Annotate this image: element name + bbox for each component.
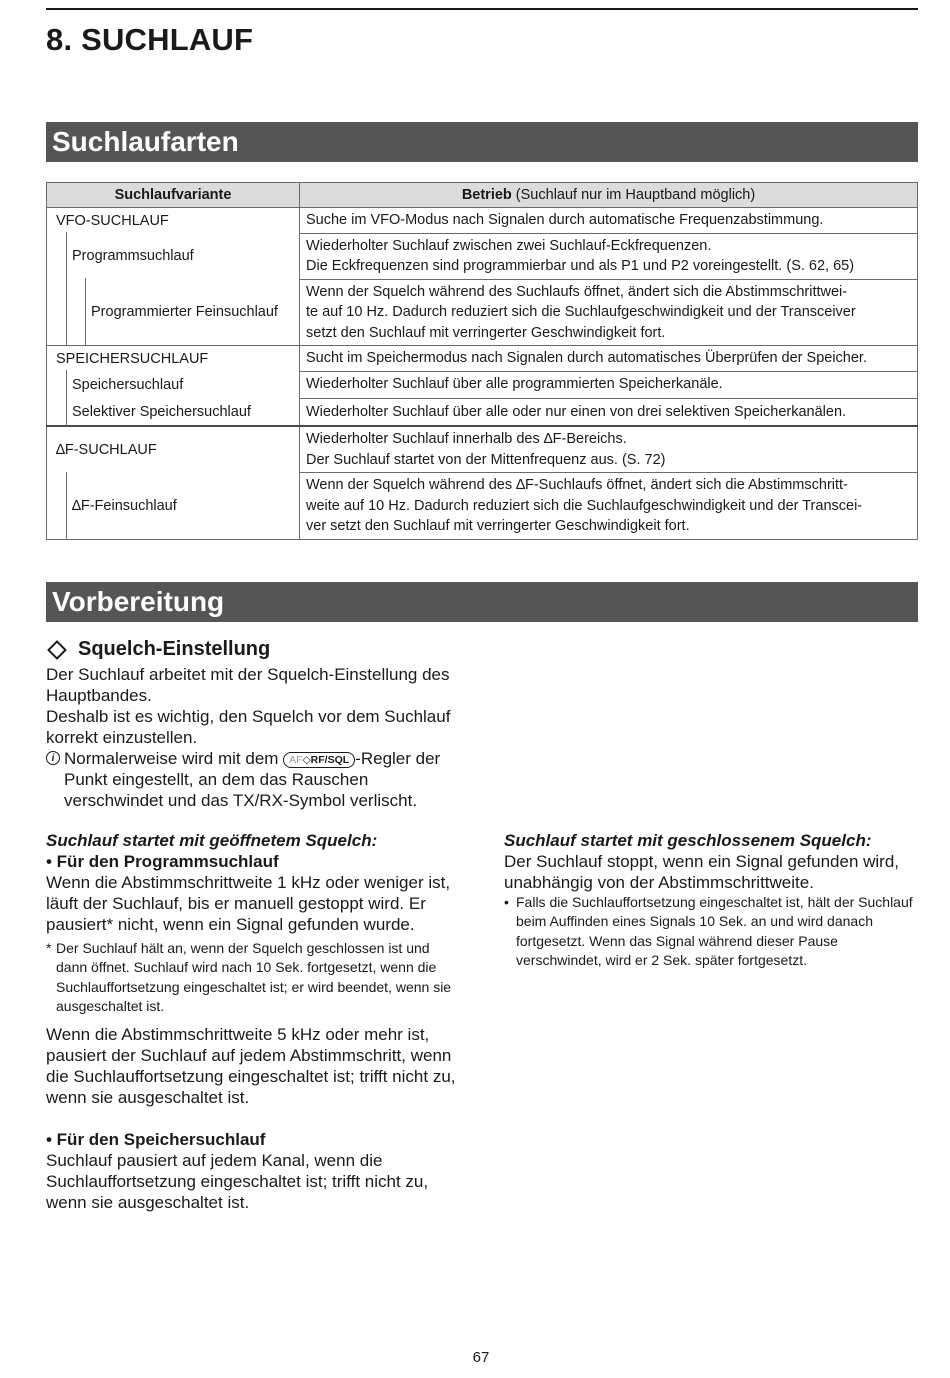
operation-cell: Sucht im Speichermodus nach Signalen durch automatisches Überprüfen der Speicher. <box>300 346 918 372</box>
squelch-note: i Normalerweise wird mit dem AF◇RF/SQL -Regler der Punkt eingestellt, an dem das Rauschen verschwindet und das TX/RX-Symbol verlischt. <box>46 748 456 811</box>
program-scan-bullet: • Für den Programmsuchlauf <box>46 852 279 871</box>
chapter-title: 8. SUCHLAUF <box>46 22 254 57</box>
variant-cell: ∆F-Feinsuchlauf <box>47 473 300 540</box>
variant-cell: Speichersuchlauf <box>47 371 300 398</box>
table-row <box>47 371 918 398</box>
variant-cell: VFO-SUCHLAUF <box>47 208 300 234</box>
scan-types-table <box>46 182 918 540</box>
squelch-heading-text: Squelch-Einstellung <box>78 638 271 660</box>
af-rf-sql-knob-icon: AF◇RF/SQL <box>283 752 355 768</box>
closed-squelch-heading: Suchlauf startet mit geschlossenem Squelch: <box>504 831 872 850</box>
variant-cell: ∆F-SUCHLAUF <box>47 426 300 473</box>
operation-cell: Suche im VFO-Modus nach Signalen durch automatische Frequenzabstimmung. <box>300 208 918 234</box>
table-row <box>47 346 918 372</box>
memory-scan-bullet: • Für den Speichersuchlauf <box>46 1130 266 1150</box>
footnote: * Der Suchlauf hält an, wenn der Squelch geschlossen ist und dann öffnet. Suchlauf wird nach 10 Sek. fortgesetzt, wenn die Suchlauffortsetzung eingeschaltet ist; er wird beendet, wenn sie ausgeschaltet ist. <box>46 940 452 1014</box>
page-number: 67 <box>472 1349 490 1366</box>
operation-cell: Wiederholter Suchlauf zwischen zwei Suchlauf-Eckfrequenzen. Die Eckfrequenzen sind programmierbar und als P1 und P2 voreingestellt. (S. 62, 65) <box>300 233 918 279</box>
table-row <box>47 426 918 473</box>
squelch-text <box>46 664 456 811</box>
table-row <box>47 473 918 540</box>
operation-cell: Wenn der Squelch während des Suchlaufs öffnet, ändert sich die Abstimmschrittwei- te auf 10 Hz. Dadurch reduziert sich die Suchlaufgeschwindigkeit und der Transceiver setzt den Suchlauf mit verringerter Geschwindigkeit fort. <box>300 279 918 346</box>
header-operation: Betrieb (Suchlauf nur im Hauptband möglich) <box>300 183 918 208</box>
info-icon: i <box>46 751 60 765</box>
paragraph: Suchlauf pausiert auf jedem Kanal, wenn die Suchlauffortsetzung eingeschaltet ist; trifft nicht zu, wenn sie ausgeschaltet ist. <box>46 1151 429 1213</box>
variant-cell: Selektiver Speichersuchlauf <box>47 398 300 426</box>
paragraph: Der Suchlauf stoppt, wenn ein Signal gefunden wird, unabhängig von der Abstimmschrittweite. <box>504 852 900 892</box>
squelch-paragraph: Deshalb ist es wichtig, den Squelch vor dem Suchlauf korrekt einzustellen. <box>46 707 451 747</box>
table-header-row <box>47 183 918 208</box>
header-variant: Suchlaufvariante <box>47 183 300 208</box>
right-column <box>504 830 920 970</box>
variant-cell: Programmsuchlauf <box>47 233 300 279</box>
bullet-item: • Falls die Suchlauffortsetzung eingeschaltet ist, hält der Suchlauf beim Auffinden eines Signals 10 Sek. an und wird danach fortgesetzt. Wenn das Signal während dieser Pause verschwindet, wird er 2 Sek. später fortgesetzt. <box>504 894 913 968</box>
left-column <box>46 830 456 1213</box>
operation-cell: Wiederholter Suchlauf innerhalb des ∆F-Bereichs. Der Suchlauf startet von der Mittenfrequenz aus. (S. 72) <box>300 426 918 473</box>
operation-cell: Wenn der Squelch während des ∆F-Suchlaufs öffnet, ändert sich die Abstimmschritt- weite auf 10 Hz. Dadurch reduziert sich die Suchlaufgeschwindigkeit und der Transcei- ver setzt den Suchlauf mit verringerter Geschwindigkeit fort. <box>300 473 918 540</box>
squelch-heading <box>46 638 270 661</box>
section-title-preparation: Vorbereitung <box>46 582 918 622</box>
table-row <box>47 279 918 346</box>
table-row <box>47 233 918 279</box>
paragraph: Wenn die Abstimmschrittweite 5 kHz oder mehr ist, pausiert der Suchlauf auf jedem Abstimmschritt, wenn die Suchlauffortsetzung eingeschaltet ist; trifft nicht zu, wenn sie ausgeschaltet ist. <box>46 1025 456 1108</box>
operation-cell: Wiederholter Suchlauf über alle oder nur einen von drei selektiven Speicherkanälen. <box>300 398 918 426</box>
table-row <box>47 398 918 426</box>
paragraph: Wenn die Abstimmschrittweite 1 kHz oder weniger ist, läuft der Suchlauf, bis er manuell gestoppt wird. Er pausiert* nicht, wenn ein Signal gefunden wurde. <box>46 873 451 934</box>
top-rule <box>46 8 918 10</box>
operation-cell: Wiederholter Suchlauf über alle programmierten Speicherkanäle. <box>300 371 918 398</box>
open-squelch-heading: Suchlauf startet mit geöffnetem Squelch: <box>46 831 378 850</box>
variant-cell: Programmierter Feinsuchlauf <box>47 279 300 346</box>
diamond-icon <box>47 640 67 660</box>
table-row <box>47 208 918 234</box>
section-title-scan-types: Suchlaufarten <box>46 122 918 162</box>
variant-cell: SPEICHERSUCHLAUF <box>47 346 300 372</box>
squelch-paragraph: Der Suchlauf arbeitet mit der Squelch-Einstellung des Hauptbandes. <box>46 665 450 705</box>
